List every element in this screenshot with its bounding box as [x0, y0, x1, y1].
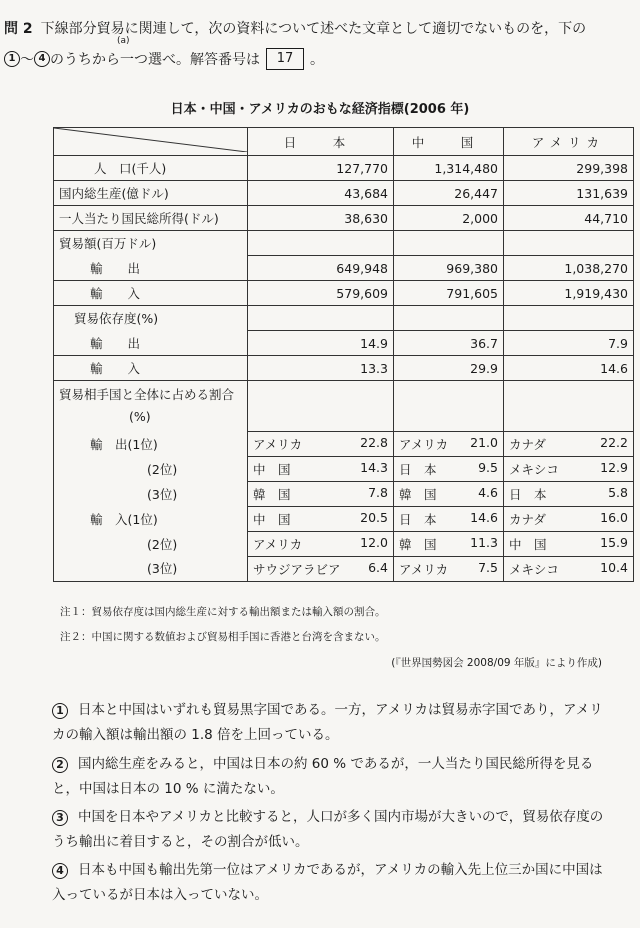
row-label: 一人当たり国民総所得(ドル) [54, 206, 248, 231]
row-label: 貿易額(百万ドル) [54, 231, 248, 256]
partner-country: アメリカ [253, 536, 303, 552]
cell [504, 431, 634, 456]
option-3 [52, 805, 612, 855]
partner-label-line2: (%) [129, 409, 151, 424]
cell: 44,710 [504, 206, 634, 231]
partner-share: 4.6 [478, 484, 498, 500]
cell [394, 481, 504, 506]
cell: 969,380 [394, 256, 504, 281]
cell: 26,447 [394, 181, 504, 206]
cell [394, 531, 504, 556]
option-2 [52, 752, 612, 802]
partner-country: メキシコ [509, 561, 559, 577]
table-header-row [54, 128, 634, 156]
partner-country: カナダ [509, 511, 546, 527]
row-label: 輸 入 [54, 281, 248, 306]
partner-share: 7.5 [478, 559, 498, 575]
cell [504, 531, 634, 556]
header-japan: 日 本 [248, 128, 394, 156]
row-label: (2位) [54, 456, 248, 481]
row-label: 輸 入 [54, 356, 248, 381]
header-china: 中 国 [394, 128, 504, 156]
partner-label-line1: 貿易相手国と全体に占める割合 [59, 387, 235, 402]
partner-share: 20.5 [360, 509, 388, 525]
cell: 14.9 [248, 331, 394, 356]
question-text-1: 下線部分貿易に関連して，次の資料について述べた文章として適切でないものを，下の [40, 21, 587, 37]
cell: 127,770 [248, 156, 394, 181]
cell: 791,605 [394, 281, 504, 306]
option-4 [52, 858, 612, 908]
table-row [54, 206, 634, 231]
cell [394, 381, 504, 432]
cell [248, 556, 394, 581]
header-usa: アメリカ [504, 128, 634, 156]
partner-share: 5.8 [608, 484, 628, 500]
table-row [54, 331, 634, 356]
table-row [54, 156, 634, 181]
cell [394, 431, 504, 456]
table-row [54, 556, 634, 581]
cell [248, 231, 394, 256]
question-line-1 [4, 18, 586, 38]
table-row [54, 181, 634, 206]
cell [248, 481, 394, 506]
cell: 43,684 [248, 181, 394, 206]
table-title: 日本・中国・アメリカのおもな経済指標(2006 年) [170, 102, 470, 117]
cell [248, 306, 394, 331]
option-3-number: 3 [52, 810, 68, 826]
table-row [54, 356, 634, 381]
cell: 7.9 [504, 331, 634, 356]
partner-country: 中 国 [253, 511, 291, 527]
cell: 649,948 [248, 256, 394, 281]
partner-share: 9.5 [478, 459, 498, 475]
cell [504, 306, 634, 331]
note-2: 注２：中国に関する数値および貿易相手国に香港と台湾を含まない。 [60, 631, 386, 643]
option-1-text: 日本と中国はいずれも貿易黒字国である。一方，アメリカは貿易赤字国であり，アメリカの輸入額は輸出額の 1.8 倍を上回っている。 [52, 702, 603, 743]
table-row [54, 306, 634, 331]
partner-country: 中 国 [509, 536, 547, 552]
partner-share: 11.3 [470, 534, 498, 550]
partner-country: 日 本 [399, 511, 437, 527]
circled-digit-1: 1 [4, 51, 20, 67]
row-label: 輸 出 [54, 256, 248, 281]
cell [394, 306, 504, 331]
table-row [54, 231, 634, 256]
partner-country: サウジアラビア [253, 561, 341, 577]
partner-country: 中 国 [253, 461, 291, 477]
partner-country: 韓 国 [253, 486, 291, 502]
row-label: 輸 出 [54, 331, 248, 356]
partner-country: 日 本 [509, 486, 547, 502]
cell [394, 231, 504, 256]
cell: 29.9 [394, 356, 504, 381]
cell [504, 231, 634, 256]
question-end: 。 [310, 52, 324, 68]
partner-share: 22.8 [360, 434, 388, 450]
partner-country: 日 本 [399, 461, 437, 477]
cell [394, 506, 504, 531]
partner-share: 12.0 [360, 534, 388, 550]
cell [504, 481, 634, 506]
diagonal-line [54, 128, 247, 152]
partner-share: 12.9 [600, 459, 628, 475]
cell: 1,314,480 [394, 156, 504, 181]
cell [504, 381, 634, 432]
option-3-text: 中国を日本やアメリカと比較すると，人口が多く国内市場が大きいので，貿易依存度のうち輸出に着目すると，その割合が低い。 [52, 809, 604, 850]
cell: 38,630 [248, 206, 394, 231]
option-1-number: 1 [52, 703, 68, 719]
question-number: 問 2 [4, 21, 33, 37]
cell: 1,919,430 [504, 281, 634, 306]
cell: 2,000 [394, 206, 504, 231]
cell [248, 381, 394, 432]
cell [504, 556, 634, 581]
economic-indicators-table [53, 127, 634, 582]
cell [248, 431, 394, 456]
table-row [54, 481, 634, 506]
partner-country: メキシコ [509, 461, 559, 477]
partner-share: 7.8 [368, 484, 388, 500]
row-label: 人 口(千人) [54, 156, 248, 181]
partner-share: 21.0 [470, 434, 498, 450]
partner-share: 16.0 [600, 509, 628, 525]
row-label: 輸 出(1位) [54, 431, 248, 456]
partner-share: 10.4 [600, 559, 628, 575]
answer-number-box: 17 [266, 48, 304, 70]
corner-cell [54, 128, 248, 156]
partner-share: 22.2 [600, 434, 628, 450]
option-1 [52, 698, 612, 748]
table-row [54, 431, 634, 456]
row-label: 輸 入(1位) [54, 506, 248, 531]
circled-digit-4: 4 [34, 51, 50, 67]
partner-share: 15.9 [600, 534, 628, 550]
row-label: 貿易依存度(%) [54, 306, 248, 331]
option-4-text: 日本も中国も輸出先第一位はアメリカであるが，アメリカの輸入先上位三か国に中国は入っているが日本は入っていない。 [52, 862, 603, 903]
cell [504, 506, 634, 531]
table-row [54, 281, 634, 306]
table-row [54, 456, 634, 481]
question-text-2: のうちから一つ選べ。解答番号は [50, 52, 260, 68]
underline-marker: (a) [117, 36, 130, 46]
cell [394, 456, 504, 481]
cell: 14.6 [504, 356, 634, 381]
note-1: 注１：貿易依存度は国内総生産に対する輸出額または輸入額の割合。 [60, 606, 386, 618]
option-2-text: 国内総生産をみると，中国は日本の約 60 % であるが，一人当たり国民総所得を見ると，中国は日本の 10 % に満たない。 [52, 756, 594, 797]
cell: 13.3 [248, 356, 394, 381]
cell: 1,038,270 [504, 256, 634, 281]
source-citation: (『世界国勢図会 2008/09 年版』により作成) [391, 657, 602, 669]
partner-country: アメリカ [399, 436, 449, 452]
row-label: (2位) [54, 531, 248, 556]
cell [248, 531, 394, 556]
cell: 299,398 [504, 156, 634, 181]
row-label [54, 381, 248, 432]
cell: 579,609 [248, 281, 394, 306]
row-label: (3位) [54, 481, 248, 506]
option-4-number: 4 [52, 863, 68, 879]
table-row [54, 506, 634, 531]
tilde: 〜 [20, 52, 34, 68]
cell [394, 556, 504, 581]
cell [248, 456, 394, 481]
partner-country: 韓 国 [399, 536, 437, 552]
row-label: (3位) [54, 556, 248, 581]
row-label: 国内総生産(億ドル) [54, 181, 248, 206]
cell: 131,639 [504, 181, 634, 206]
partner-country: アメリカ [399, 561, 449, 577]
partner-share: 14.6 [470, 509, 498, 525]
partner-country: 韓 国 [399, 486, 437, 502]
partner-country: カナダ [509, 436, 546, 452]
table-row [54, 531, 634, 556]
table-row [54, 256, 634, 281]
partner-share: 6.4 [368, 559, 388, 575]
partner-share: 14.3 [360, 459, 388, 475]
partner-country: アメリカ [253, 436, 303, 452]
cell [248, 506, 394, 531]
table-row [54, 381, 634, 432]
option-2-number: 2 [52, 757, 68, 773]
question-line-2 [4, 48, 324, 70]
cell [504, 456, 634, 481]
cell: 36.7 [394, 331, 504, 356]
